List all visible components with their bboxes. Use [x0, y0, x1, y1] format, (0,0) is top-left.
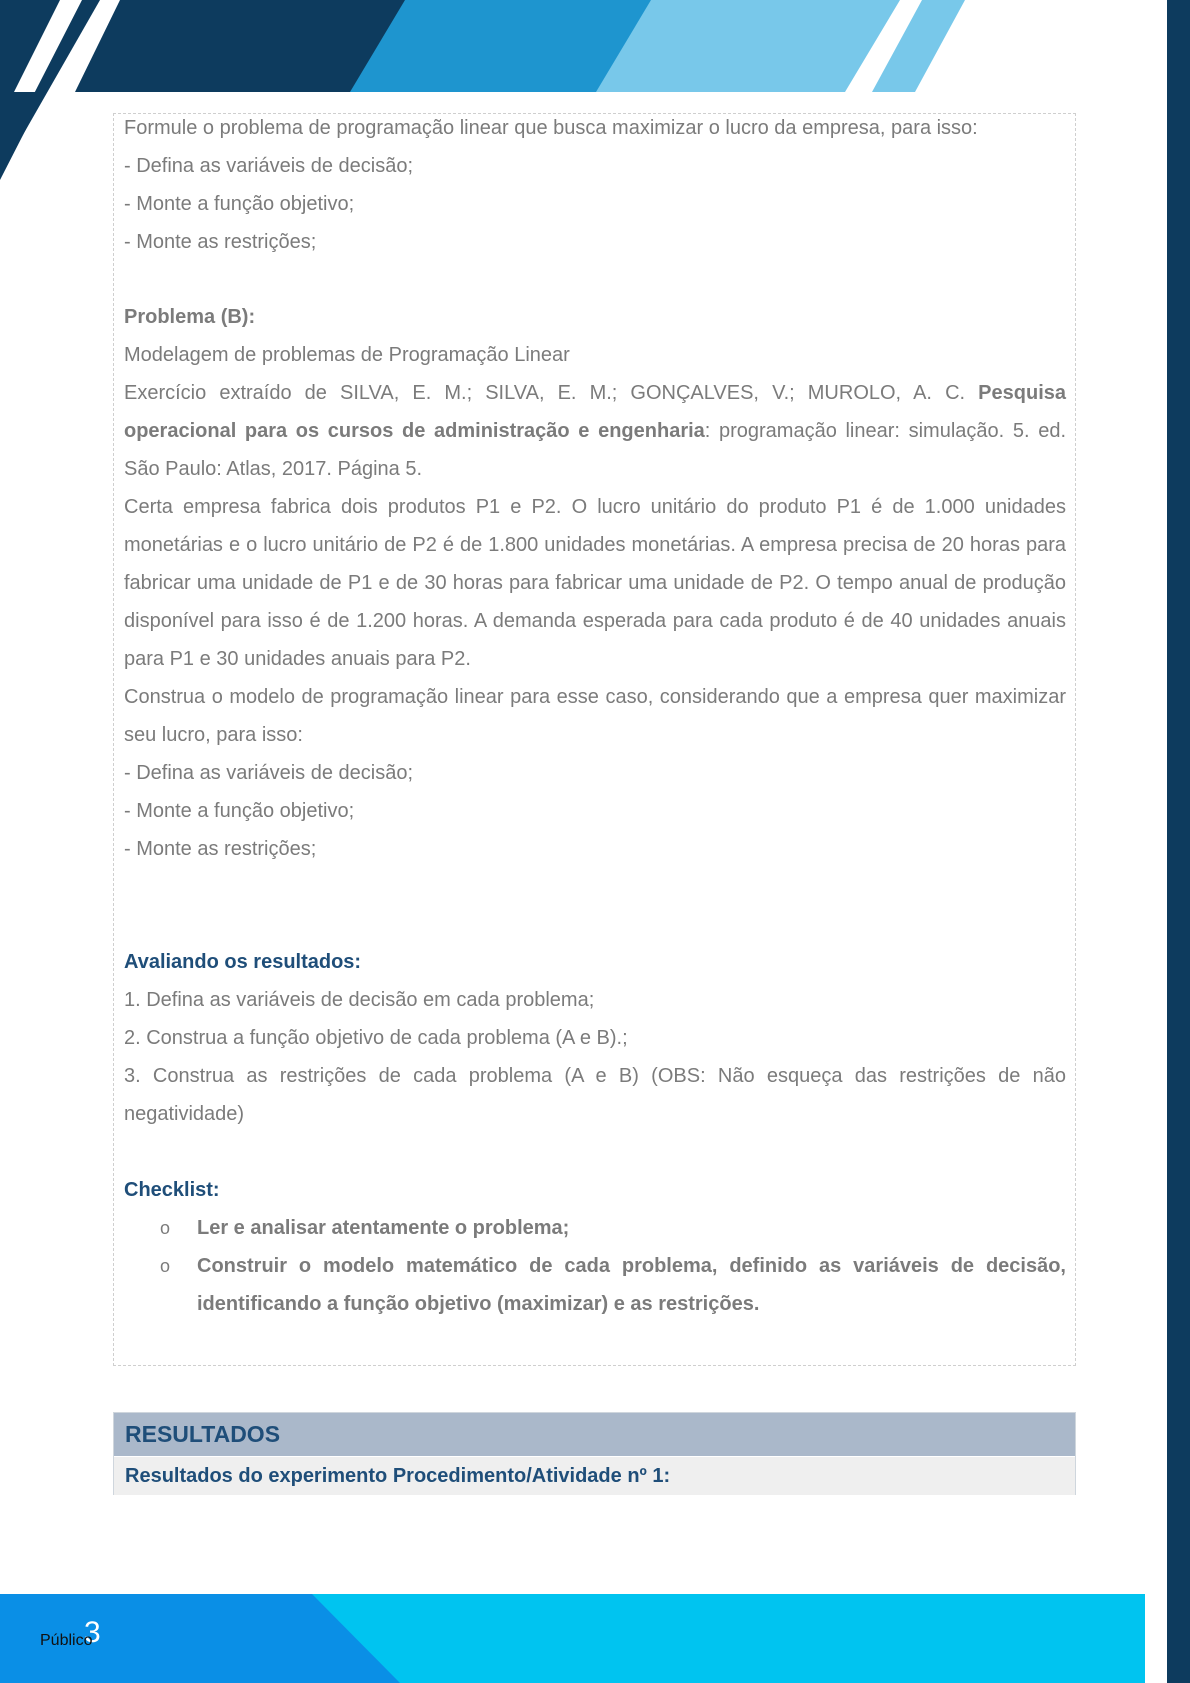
problem-b-text: Certa empresa fabrica dois produtos P1 e P2. O lucro unitário do produto P1 é de 1.000 unidades monetárias e o lucro unitário de P2 é de 1.800 unidades monetárias. A empresa precisa de 20 horas para fabricar uma unidade de P1 e de 30 horas para fabricar uma unidade de P2. O tempo anual de produção disponível para isso é de 1.200 horas. A demanda esperada para cada produto é de 40 unidades anuais para P1 e 30 unidades anuais para P2. [124, 496, 1066, 670]
citation-pre: Exercício extraído de SILVA, E. M.; SILVA, E. M.; GONÇALVES, V.; MUROLO, A. C. [124, 382, 979, 404]
problem-b-subtitle: Modelagem de problemas de Programação Linear [124, 344, 570, 366]
list-a-item-3: - Monte as restrições; [124, 231, 317, 253]
checklist-item-1: Ler e analisar atentamente o problema; [197, 1217, 570, 1239]
list-a-item-2: - Monte a função objetivo; [124, 193, 355, 215]
list-b-item-2: - Monte a função objetivo; [124, 800, 355, 822]
results-title: RESULTADOS [125, 1421, 281, 1447]
checklist-bullet-icon: o [160, 1256, 171, 1276]
checklist-item-2: Construir o modelo matemático de cada problema, definido as variáveis de decisão, identificando a função objetivo (maximizar) e as restrições. [197, 1255, 1066, 1315]
results-table [113, 1412, 1076, 1495]
classification-label: Público [40, 1632, 93, 1649]
list-b-item-3: - Monte as restrições; [124, 838, 317, 860]
results-header [114, 1413, 1075, 1456]
evaluation-item-2: 2. Construa a função objetivo de cada problema (A e B).; [124, 1027, 628, 1049]
checklist-bullet-icon: o [160, 1218, 171, 1238]
checklist-title: Checklist: [124, 1179, 220, 1201]
evaluation-title: Avaliando os resultados: [124, 951, 362, 973]
results-subtitle: Resultados do experimento Procedimento/Atividade nº 1: [125, 1465, 671, 1487]
citation-post: : programação linear: simulação. 5. ed. São Paulo: Atlas, 2017. Página 5. [124, 420, 1067, 480]
citation [124, 374, 1066, 488]
citation-book-title: Pesquisa operacional para os cursos de administração e engenharia [124, 382, 1066, 442]
evaluation-item-1: 1. Defina as variáveis de decisão em cada problema; [124, 989, 595, 1011]
intro-a: Formule o problema de programação linear que busca maximizar o lucro da empresa, para isso: [124, 117, 978, 139]
footer-decoration [0, 1594, 1145, 1683]
footer-band [0, 1594, 1145, 1683]
results-row [114, 1456, 1075, 1495]
list-a-item-1: - Defina as variáveis de decisão; [124, 155, 414, 177]
evaluation-item-3: 3. Construa as restrições de cada problema (A e B) (OBS: Não esqueça das restrições de não negatividade) [124, 1065, 1066, 1125]
problem-b-instruction: Construa o modelo de programação linear para esse caso, considerando que a empresa quer maximizar seu lucro, para isso: [124, 686, 1066, 746]
right-edge-bar [1167, 0, 1190, 1683]
page-number: 3 [84, 1616, 101, 1649]
list-b-item-1: - Defina as variáveis de decisão; [124, 762, 414, 784]
problem-b-title: Problema (B): [124, 306, 256, 328]
